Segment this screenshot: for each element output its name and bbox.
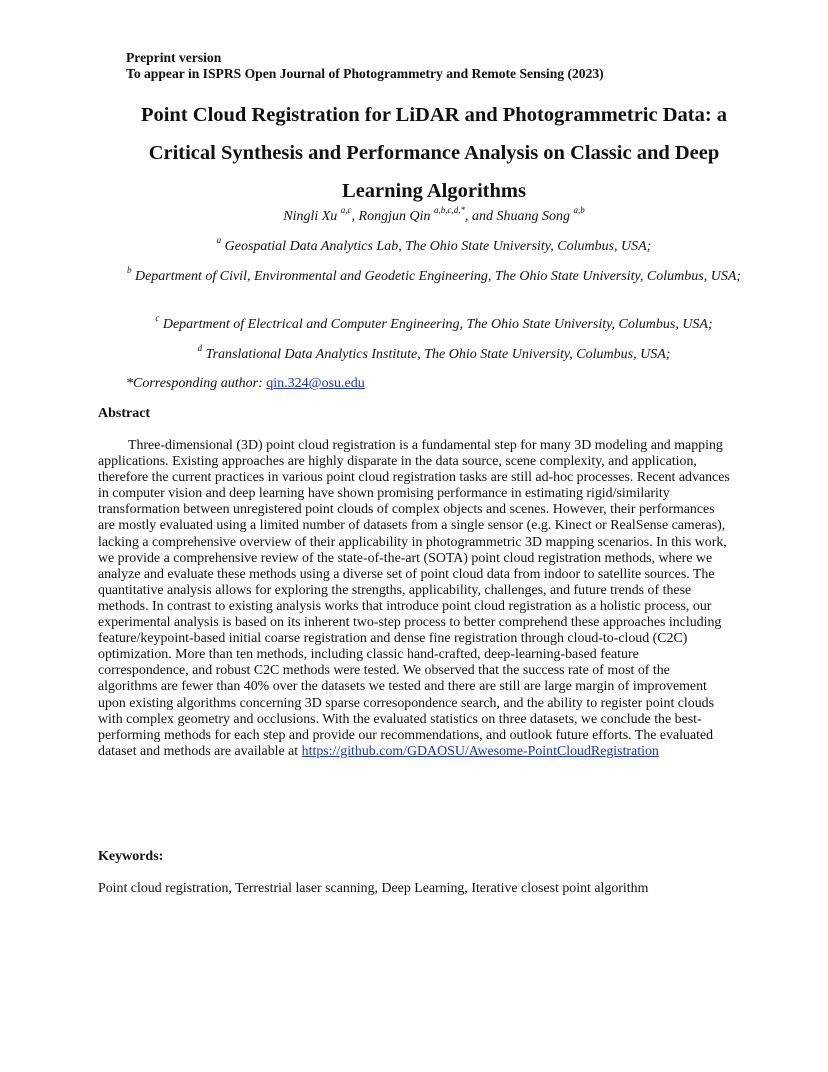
affiliation (100, 343, 768, 364)
author-list (100, 205, 768, 226)
corresponding-label: *Corresponding author: (126, 376, 263, 391)
corresponding-email-link[interactable]: qin.324@osu.edu (266, 376, 365, 391)
repository-link[interactable]: https://github.com/GDAOSU/Awesome-PointCloudRegistration (301, 743, 659, 759)
author-name: Ningli Xu (283, 209, 338, 224)
abstract-heading: Abstract (98, 406, 151, 421)
author-affiliation-marks: a,b,c,d,* (434, 205, 465, 216)
title-line-3: Learning Algorithms (342, 180, 526, 202)
title-line-1: Point Cloud Registration for LiDAR and Photogrammetric Data: a (140, 104, 728, 126)
journal-notice: To appear in ISPRS Open Journal of Photogrammetry and Remote Sensing (2023) (126, 66, 604, 81)
preprint-label: Preprint version (126, 50, 222, 65)
affiliation-mark: d (197, 343, 203, 354)
paper-title (100, 96, 768, 210)
affiliation (100, 235, 768, 256)
affiliation-text: Translational Data Analytics Institute, The Ohio State University, Columbus, USA; (205, 347, 671, 362)
abstract-body (98, 438, 732, 760)
affiliation-text: Department of Civil, Environmental and Geodetic Engineering, The Ohio State University, Columbus, USA; (134, 269, 742, 284)
author-affiliation-marks: a,b (573, 205, 585, 216)
abstract-text: Three-dimensional (3D) point cloud registration is a fundamental step for many 3D modeling and mapping applications. Existing approaches are highly disparate in the data source, scene complexity, and application, therefore the current practices in various point cloud registration tasks are still ad-hoc processes. Recent advances in computer vision and deep learning have shown promising performance in estimating rigid/similarity transformation between unregistered point clouds of complex objects and scenes. However, their performances are mostly evaluated using a limited number of datasets from a single sensor (e.g. Kinect or RealSense cameras), lacking a comprehensive overview of their applicability in photogrammetric 3D mapping scenarios. In this work, we provide a comprehensive review of the state-of-the-art (SOTA) point cloud registration methods, where we analyze and evaluate these methods using a diverse set of point cloud data from indoor to satellite sources. The quantitative analysis allows for exploring the strengths, applicability, challenges, and future trends of these methods. In contrast to existing analysis works that introduce point cloud registration as a holistic process, our experimental analysis is based on its inherent two-step process to better comprehend these approaches including feature/keypoint-based initial coarse registration and dense fine registration through cloud-to-cloud (C2C) optimization. More than ten methods, including classic hand-crafted, deep-learning-based feature correspondence, and robust C2C methods were tested. We observed that the success rate of most of the algorithms are fewer than 40% over the datasets we tested and there are still are large margin of improvement upon existing algorithms concerning 3D sparse corresopondence search, and the ability to register point clouds with complex geometry and occlusions. With the evaluated statistics on three datasets, we conclude the best-performing methods for each step and provide our recommendations, and outlook future efforts. The evaluated dataset and methods are available at (98, 438, 730, 759)
author-name: Shuang Song (496, 209, 570, 224)
keywords-text: Point cloud registration, Terrestrial laser scanning, Deep Learning, Iterative closest point algorithm (98, 881, 649, 896)
affiliation (120, 265, 748, 286)
author-separator: , (351, 209, 359, 224)
title-line-2: Critical Synthesis and Performance Analysis on Classic and Deep (148, 142, 720, 164)
affiliation-text: Department of Electrical and Computer Engineering, The Ohio State University, Columbus, USA; (162, 317, 713, 332)
affiliation-mark: b (126, 265, 132, 276)
author-affiliation-marks: a,c (340, 205, 352, 216)
keywords-heading: Keywords: (98, 849, 164, 864)
affiliation-mark: a (216, 235, 222, 246)
author-separator: , and (465, 209, 497, 224)
affiliation (100, 313, 768, 334)
affiliation-text: Geospatial Data Analytics Lab, The Ohio State University, Columbus, USA; (224, 239, 652, 254)
corresponding-author (126, 375, 365, 393)
affiliation-mark: c (155, 313, 160, 324)
author-name: Rongjun Qin (358, 209, 431, 224)
